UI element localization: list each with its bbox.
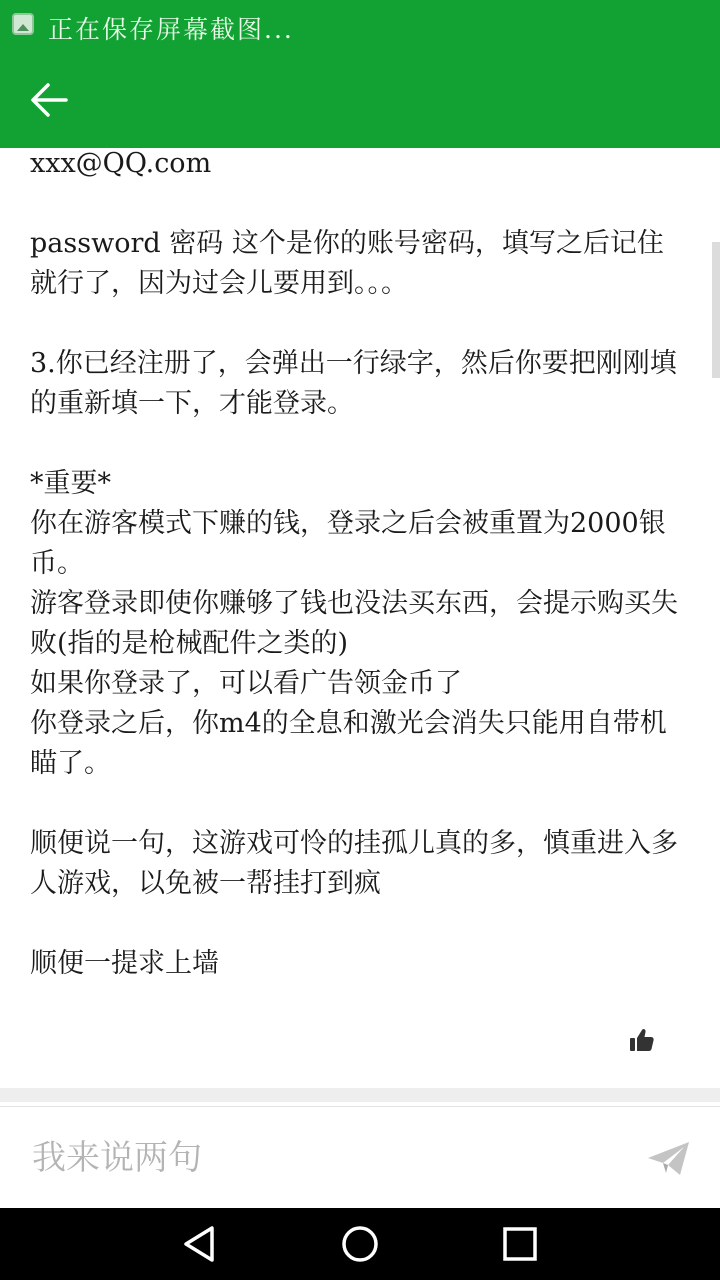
- send-button[interactable]: [646, 1139, 692, 1179]
- post-line: 你登录之后，你m4的全息和激光会消失只能用自带机瞄了。: [30, 708, 667, 779]
- paragraph-gap: [30, 184, 690, 224]
- send-icon: [646, 1139, 692, 1179]
- like-button[interactable]: [628, 1026, 656, 1054]
- triangle-back-icon: [180, 1224, 220, 1264]
- post-content: [30, 148, 690, 984]
- thumbs-up-icon: [628, 1026, 656, 1054]
- toolbar: [0, 52, 720, 148]
- back-button[interactable]: [18, 70, 78, 130]
- system-nav-bar: [0, 1208, 720, 1280]
- post-line: 游客登录即使你赚够了钱也没法买东西，会提示购买失败(指的是枪械配件之类的): [30, 588, 678, 659]
- post-line: 顺便一提求上墙: [30, 948, 219, 979]
- post-line: *重要*: [30, 468, 111, 499]
- paragraph-gap: [30, 304, 690, 344]
- status-bar: [0, 0, 720, 52]
- post-line: password 密码 这个是你的账号密码，填写之后记住就行了，因为过会儿要用到。。。: [30, 228, 664, 299]
- post-line: xxx@QQ.com: [30, 148, 212, 179]
- comment-bar: [0, 1107, 720, 1208]
- divider: [0, 1088, 720, 1102]
- paragraph-gap: [30, 784, 690, 824]
- post-line: 如果你登录了，可以看广告领金币了: [30, 668, 462, 699]
- nav-recents-button[interactable]: [500, 1224, 540, 1264]
- square-recents-icon: [500, 1224, 540, 1264]
- scrollbar[interactable]: [712, 242, 720, 378]
- nav-back-button[interactable]: [180, 1224, 220, 1264]
- nav-home-button[interactable]: [340, 1224, 380, 1264]
- circle-home-icon: [340, 1224, 380, 1264]
- image-icon: [12, 13, 34, 35]
- paragraph-gap: [30, 424, 690, 464]
- paragraph-gap: [30, 904, 690, 944]
- arrow-left-icon: [18, 70, 78, 130]
- status-notification-text: 正在保存屏幕截图...: [48, 15, 294, 44]
- comment-input[interactable]: [32, 1133, 612, 1183]
- post-line: 顺便说一句，这游戏可怜的挂孤儿真的多，慎重进入多人游戏，以免被一帮挂打到疯: [30, 828, 678, 899]
- post-line: 你在游客模式下赚的钱，登录之后会被重置为2000银币。: [30, 508, 666, 579]
- post-line: 3.你已经注册了，会弹出一行绿字，然后你要把刚刚填的重新填一下，才能登录。: [30, 348, 677, 419]
